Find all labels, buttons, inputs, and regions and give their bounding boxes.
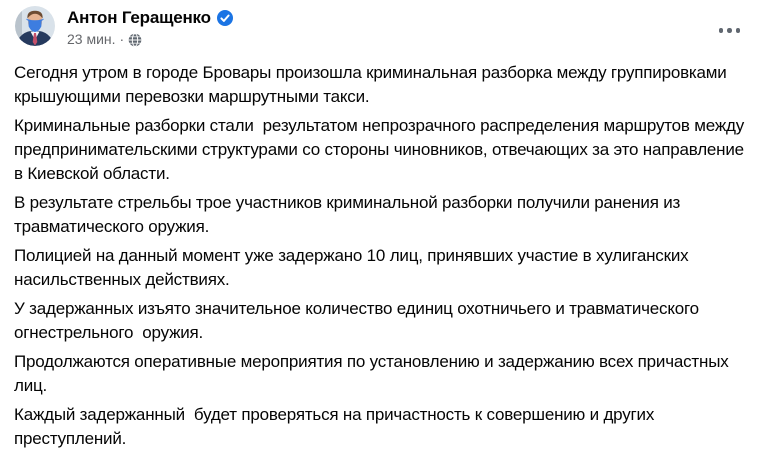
ellipsis-icon	[736, 28, 741, 33]
ellipsis-icon	[727, 28, 732, 33]
post-paragraph: У задержанных изъято значительное количество единиц охотничьего и травматического огнестрельного оружия.	[14, 299, 704, 342]
ellipsis-icon	[719, 28, 724, 33]
author-row	[67, 7, 233, 28]
post-paragraph: Полицией на данный момент уже задержано 10 лиц, принявших участие в хулиганских насильственных действиях.	[14, 246, 693, 289]
globe-icon	[128, 33, 142, 47]
avatar[interactable]	[15, 6, 55, 46]
post-paragraph: Продолжаются оперативные мероприятия по установлению и задержанию всех причастных лиц.	[14, 352, 734, 395]
post-menu-button[interactable]	[717, 20, 743, 41]
author-name[interactable]: Антон Геращенко	[67, 8, 211, 27]
post-meta	[67, 30, 233, 49]
post-body	[0, 49, 760, 451]
meta-separator: ·	[119, 31, 125, 47]
post-paragraph: Криминальные разборки стали результатом непрозрачного распределения маршрутов между предпринимательскими структурами со стороны чиновников, отвечающих за это направление в Киевской области.	[14, 116, 749, 183]
verified-badge-icon	[217, 10, 233, 26]
post-header-text	[67, 6, 233, 49]
post-paragraph: Сегодня утром в городе Бровары произошла криминальная разборка между группировками крышующими перевозки маршрутными такси.	[14, 63, 732, 106]
timestamp[interactable]: 23 мин.	[67, 31, 116, 47]
avatar-image	[15, 6, 55, 46]
post-paragraph: В результате стрельбы трое участников криминальной разборки получили ранения из травматического оружия.	[14, 193, 685, 236]
post-header	[0, 0, 760, 49]
post-paragraph: Каждый задержанный будет проверяться на причастность к совершению и других преступлений.	[14, 405, 659, 448]
